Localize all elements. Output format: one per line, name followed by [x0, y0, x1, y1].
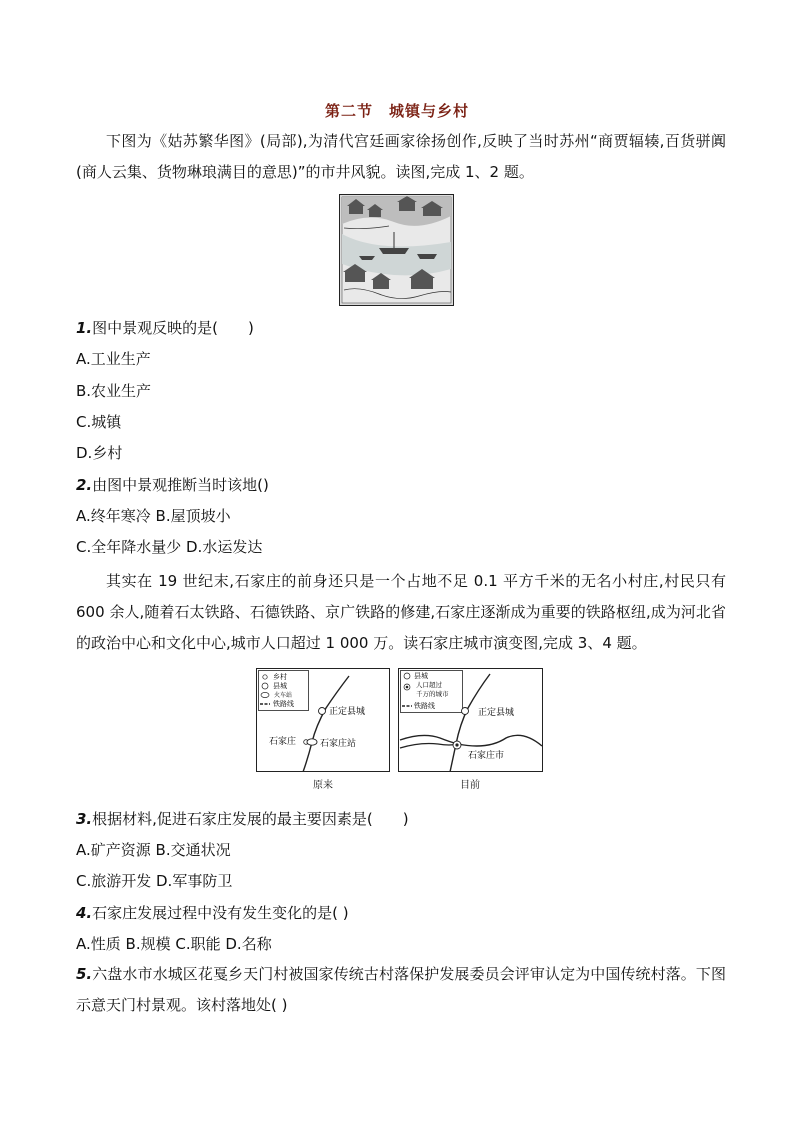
legend-railway: 铁路线 [273, 700, 294, 708]
map-current-caption: 目前 [460, 780, 480, 791]
question-number: 3. [76, 810, 93, 828]
q1-option-d: D.乡村 [76, 444, 123, 462]
q2-options-line-1: A.终年寒冷 B.屋顶坡小 [76, 507, 231, 525]
q3-options-line-1: A.矿产资源 B.交通状况 [76, 841, 231, 859]
question-text: 六盘水市水城区花戛乡天门村被国家传统古村落保护发展委员会评审认定为中国传统村落。下图示意天门村景观。该村落地处( ) [76, 965, 726, 1014]
question-text: 由图中景观推断当时该地() [92, 476, 269, 494]
label-station: 石家庄站 [320, 739, 357, 749]
legend-big-city-2: 千万的城市 [416, 690, 449, 698]
legend-county: 县城 [414, 672, 428, 680]
map-original-caption: 原来 [313, 780, 333, 791]
question-2-stem [76, 474, 269, 495]
intro-paragraph-2: 其实在 19 世纪末,石家庄的前身还只是一个占地不足 0.1 平方千米的无名小村庄,村民只有 600 余人,随着石太铁路、石德铁路、京广铁路的修建,石家庄逐渐成为重要的铁路枢纽,成为河北省的政治中心和文化中心,城市人口超过 1 000 万。读石家庄城市演变图,完成 3、4 题。 [76, 572, 726, 652]
q1-option-a: A.工业生产 [76, 350, 151, 368]
county-town-marker [462, 708, 469, 715]
legend-station: 火车站 [274, 692, 293, 699]
q2-options-line-2: C.全年降水量少 D.水运发达 [76, 538, 263, 556]
question-1-stem [76, 317, 254, 338]
q1-option-c: C.城镇 [76, 413, 122, 431]
section-title: 第二节 城镇与乡村 [324, 102, 469, 120]
label-county-town: 正定县城 [329, 707, 366, 717]
q3-options-line-2: C.旅游开发 D.军事防卫 [76, 872, 233, 890]
label-village: 石家庄 [269, 737, 297, 747]
legend-village: 乡村 [273, 673, 287, 681]
station-marker [307, 739, 317, 745]
legend-big-city-1: 人口超过 [416, 681, 442, 689]
question-text: 根据材料,促进石家庄发展的最主要因素是( ) [92, 810, 409, 828]
map-original [256, 668, 390, 776]
gusu-painting-image [339, 194, 454, 306]
question-4-stem [76, 902, 349, 923]
question-number: 2. [76, 476, 93, 494]
q1-option-b: B.农业生产 [76, 382, 152, 400]
county-town-marker [319, 708, 326, 715]
question-5-stem [76, 959, 726, 1021]
intro-paragraph-1: 下图为《姑苏繁华图》(局部),为清代宫廷画家徐扬创作,反映了当时苏州“商贾辐辏,百货骈阗(商人云集、货物琳琅满目的意思)”的市井风貌。读图,完成 1、2 题。 [76, 132, 726, 181]
question-number: 1. [76, 319, 93, 337]
question-number: 4. [76, 904, 93, 922]
q4-options-line: A.性质 B.规模 C.职能 D.名称 [76, 935, 272, 953]
label-city: 石家庄市 [468, 751, 505, 761]
question-3-stem [76, 808, 409, 829]
label-county-town: 正定县城 [478, 708, 515, 718]
map-current [398, 668, 543, 776]
question-text: 图中景观反映的是( ) [92, 319, 254, 337]
legend-railway: 铁路线 [414, 702, 435, 710]
legend-county: 县城 [273, 682, 287, 690]
question-number: 5. [76, 965, 93, 983]
question-text: 石家庄发展过程中没有发生变化的是( ) [92, 904, 349, 922]
